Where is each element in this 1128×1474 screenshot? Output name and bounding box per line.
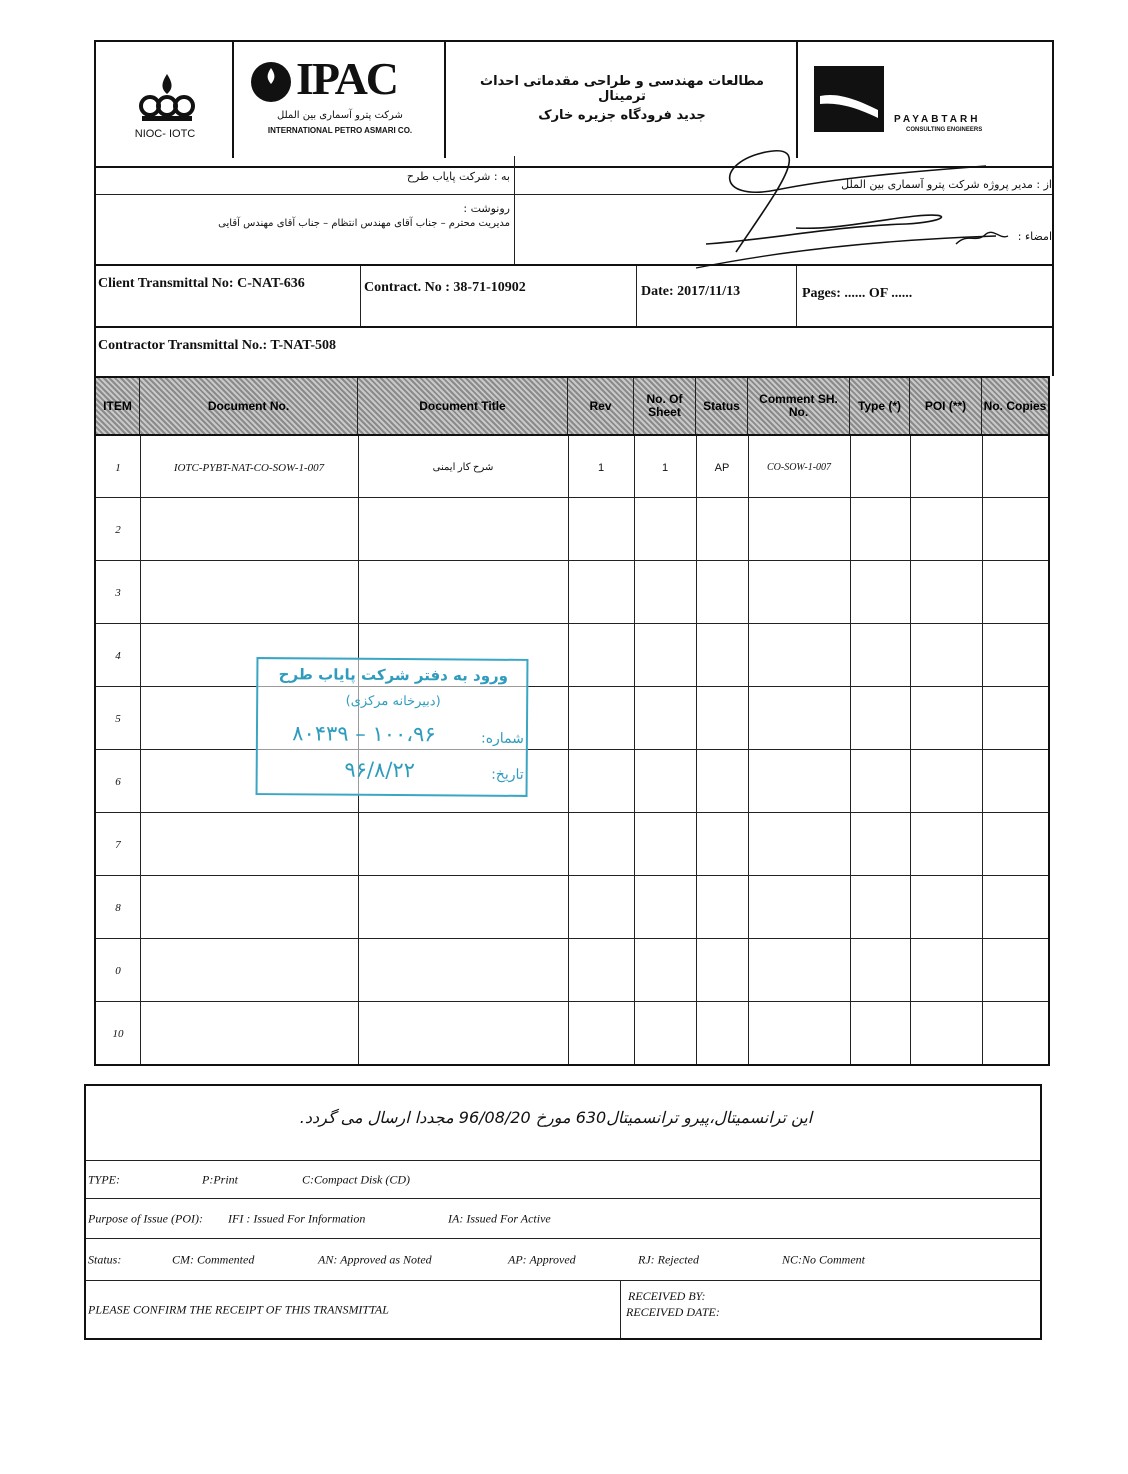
table-row [96, 686, 1048, 749]
row-document-title: شرح کار ایمنی [432, 462, 494, 473]
status-legend [86, 1238, 1040, 1280]
row-item: 6 [115, 775, 121, 788]
row-sheets: 1 [661, 461, 669, 474]
cc-text: مدیریت محترم – جناب آقای مهندس انتظام – جناب آقای مهندس آقایی [218, 218, 510, 229]
contractor-row [94, 328, 1054, 376]
status-cm: CM: Commented [172, 1252, 255, 1266]
project-title-line2: جدید فرودگاه جزیره خارک [538, 108, 706, 123]
table-body [96, 434, 1048, 1064]
status-an: AN: Approved as Noted [318, 1252, 432, 1266]
nioc-logo-cell [96, 42, 234, 158]
receipt-stamp [256, 657, 529, 797]
stamp-number-value: ۱۰۰،۹۶ – ۸۰۴۳۹ [292, 721, 436, 747]
addressing-block [94, 156, 1054, 266]
nioc-logo-icon [136, 70, 198, 126]
table-row [96, 1001, 1048, 1064]
received-date: RECEIVED DATE: [626, 1305, 720, 1319]
th-sheets: No. Of Sheet [634, 378, 696, 434]
th-document-no: Document No. [140, 378, 358, 434]
address-divider-v [514, 156, 515, 264]
received-by: RECEIVED BY: [628, 1289, 706, 1303]
th-type: Type (*) [850, 378, 910, 434]
to-field: به : شرکت پایاب طرح [406, 170, 510, 183]
table-row [96, 875, 1048, 938]
ipac-persian-name: شرکت پترو آسماری بین الملل [277, 110, 403, 121]
row-item: 10 [112, 1027, 124, 1040]
row-status: AP [714, 461, 730, 474]
row-item: 7 [115, 838, 121, 851]
row-item: 1 [115, 461, 121, 474]
meta-row [94, 266, 1054, 328]
type-legend [86, 1160, 1040, 1198]
poi-label: Purpose of Issue (POI): [88, 1211, 203, 1225]
poi-ifi: IFI : Issued For Information [228, 1211, 366, 1225]
pages-field: Pages: ...... OF ...... [802, 286, 913, 301]
ipac-drop-icon [248, 56, 294, 104]
stamp-date-value: ۹۶/۸/۲۲ [344, 757, 416, 783]
cc-label: رونوشت : [463, 202, 510, 215]
ipac-logo-cell [234, 42, 446, 158]
ipac-name: IPAC [296, 53, 398, 104]
row-item: 4 [115, 649, 121, 662]
poi-legend [86, 1198, 1040, 1238]
th-status: Status [696, 378, 748, 434]
transmittal-date: Date: 2017/11/13 [641, 284, 741, 299]
stamp-line1: ورود به دفتر شرکت پایاب طرح [278, 665, 509, 685]
status-rj: RJ: Rejected [638, 1252, 699, 1266]
row-comment: CO-SOW-1-007 [766, 462, 832, 473]
poi-ia: IA: Issued For Active [448, 1211, 551, 1225]
type-label: TYPE: [88, 1172, 121, 1186]
client-transmittal: Client Transmittal No: C-NAT-636 [98, 276, 305, 291]
row-item: 0 [115, 964, 121, 977]
th-copies: No. Copies [983, 398, 1047, 413]
th-rev: Rev [568, 378, 634, 434]
project-title-line1: مطالعات مهندسی و طراحی مقدماتی احداث ترمینال [480, 74, 764, 104]
from-field: از : مدیر پروژه شرکت پترو آسماری بین الملل [841, 178, 1052, 191]
footer-block [84, 1084, 1042, 1340]
table-row [96, 623, 1048, 686]
status-ap: AP: Approved [508, 1252, 576, 1266]
th-document-title: Document Title [358, 378, 568, 434]
payabtarh-subtitle: CONSULTING ENGINEERS [906, 127, 983, 133]
th-poi: POI (**) [910, 378, 982, 434]
th-comment: Comment SH. No. [748, 378, 850, 434]
row-document-no: IOTC-PYBT-NAT-CO-SOW-1-007 [173, 461, 325, 474]
contractor-transmittal: Contractor Transmittal No.: T-NAT-508 [98, 338, 336, 353]
signature-label: امضاء : [1017, 230, 1052, 243]
row-item: 8 [115, 901, 121, 914]
table-row [96, 938, 1048, 1001]
signature-scribble [576, 132, 1016, 282]
payabtarh-name: PAYABTARH [894, 114, 981, 125]
document-table [94, 376, 1050, 1066]
status-label: Status: [88, 1252, 122, 1266]
table-row [96, 560, 1048, 623]
payabtarh-logo-icon [814, 66, 884, 132]
resend-note: این ترانسمیتال،پیرو ترانسمیتال630 مورخ 96/08/20 مجددا ارسال می گردد. [299, 1108, 813, 1127]
stamp-line2: (دبیرخانه مرکزی) [345, 693, 441, 710]
row-item: 3 [115, 586, 121, 599]
table-row [96, 749, 1048, 812]
th-item: ITEM [96, 378, 140, 434]
ipac-english-name: INTERNATIONAL PETRO ASMARI CO. [267, 126, 413, 135]
row-item: 5 [115, 712, 121, 725]
table-row [96, 434, 1048, 497]
table-row [96, 497, 1048, 560]
status-nc: NC:No Comment [782, 1252, 866, 1266]
confirm-row [86, 1280, 1040, 1338]
nioc-logo-label: NIOC- IOTC [134, 128, 196, 140]
contract-number: Contract. No : 38-71-10902 [364, 280, 526, 295]
row-rev: 1 [597, 461, 605, 474]
type-print: P:Print [202, 1172, 238, 1186]
table-row [96, 812, 1048, 875]
table-header [96, 378, 1048, 434]
stamp-date-label: تاریخ: [491, 766, 524, 783]
row-item: 2 [115, 523, 121, 536]
confirm-text: PLEASE CONFIRM THE RECEIPT OF THIS TRANSMITTAL [88, 1302, 389, 1316]
stamp-number-label: شماره: [480, 730, 524, 747]
type-cd: C:Compact Disk (CD) [302, 1172, 410, 1186]
